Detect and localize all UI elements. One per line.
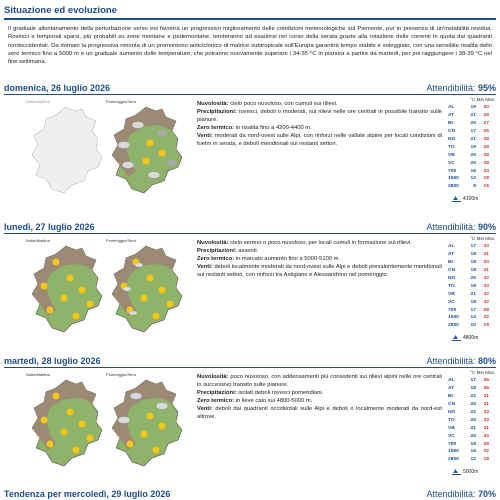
table-row — [448, 159, 494, 167]
max-temp-cell: 34 — [483, 433, 489, 439]
min-temp-cell: 20 — [470, 402, 476, 408]
max-temp-cell: 33 — [483, 283, 489, 289]
situation-text: Il graduale allontanamento della perturbazione verso est favorirà un progressivo miglioramento delle condizioni meteorologiche sul Piemonte, pur in presenza di un'instabilità residua. Rovesci e temporali sparsi, più probabili su zone montane e pedemontane, tenderanno ad esaurirsi nel corso della serata grazie alla rotazione delle correnti in quota dai quadranti nordoccidentali. Da domani la progressiva rimonta di un promontorio anticiclonico di matrice subtropicale sull'Europa garantirà tempo stabile e soleggiato, con una sensibile risalita dello zero termico fino a 5000 m e un graduale aumento delle temperature, che potranno nuovamente superare i 34-35 °C in pianura a partire da martedì, per poi raggiungere i 38-39 °C nel fine settimana. — [8, 26, 492, 66]
station-cell: 1500 — [448, 315, 459, 321]
station-cell: AT — [448, 386, 455, 392]
table-row — [448, 104, 494, 112]
max-temp-cell: 31 — [483, 394, 489, 400]
station-cell: CN — [448, 268, 456, 274]
station-cell: 700 — [448, 168, 457, 174]
map-afternoon-evening — [106, 372, 186, 470]
min-temp-cell: 17 — [470, 129, 476, 135]
temperature-table — [448, 97, 494, 191]
max-temp-cell: 33 — [483, 417, 489, 423]
station-cell: 700 — [448, 441, 457, 447]
piedmont-map — [106, 105, 186, 197]
min-temp-cell: 20 — [470, 121, 476, 127]
day-divider — [4, 94, 496, 95]
table-row — [448, 151, 494, 159]
reliability: Attendibilità: 70% — [426, 489, 496, 499]
min-temp-cell: 21 — [470, 291, 476, 297]
table-row — [448, 298, 494, 306]
station-cell: 2800 — [448, 184, 459, 190]
min-temp-cell: 12 — [470, 176, 476, 182]
station-cell: NO — [448, 276, 456, 281]
min-temp-cell: 21 — [470, 113, 476, 119]
map-label: Notte/Mattina — [26, 99, 50, 104]
max-temp-cell: 31 — [483, 402, 489, 408]
min-temp-cell: 17 — [470, 378, 476, 384]
forecast-description: Nuvolosità: cielo sereno o poco nuvoloso, per locali cumuli in formazione sui rilievi. Precipitazioni: assenti. Zero termico: in marcato aumento fino a 5000-5100 m. Venti: deboli localmente moderati da nord-ovest sulle Alpi e deboli prevalentemente meridionali sui restanti settori, con rinforzi tra Astigiano e Alessandrino nel pomeriggio. — [197, 240, 442, 278]
max-temp-cell: 29 — [483, 441, 489, 447]
max-temp-cell: 28 — [483, 160, 489, 166]
max-temp-cell: 33 — [483, 244, 489, 250]
max-temp-cell: 32 — [483, 291, 489, 297]
freezing-level: 4800m — [452, 335, 478, 341]
min-temp-cell: 14 — [470, 315, 476, 321]
max-temp-cell: 29 — [483, 144, 489, 150]
station-cell: TO — [448, 144, 455, 150]
station-cell: AT — [448, 252, 455, 258]
mountain-icon — [452, 196, 461, 202]
max-temp-cell: 35 — [483, 386, 489, 392]
piedmont-map — [26, 244, 106, 336]
station-cell: BI — [448, 394, 453, 400]
table-row — [448, 424, 494, 432]
table-row — [448, 128, 494, 136]
table-row — [448, 290, 494, 298]
station-cell: VC — [448, 299, 455, 305]
table-row — [448, 385, 494, 393]
max-temp-cell: 28 — [483, 152, 489, 158]
min-temp-cell: 10 — [470, 323, 476, 329]
map-label: Pomeriggio/Sera — [106, 238, 136, 243]
min-temp-cell: 20 — [470, 276, 476, 281]
station-cell: 2800 — [448, 457, 459, 463]
reliability: Attendibilità: 80% — [426, 356, 496, 366]
min-temp-cell: 21 — [470, 425, 476, 431]
map-afternoon-evening — [106, 238, 186, 336]
map-night-morning — [26, 99, 106, 197]
day-forecast-3 — [0, 356, 500, 481]
station-cell: 700 — [448, 307, 457, 313]
station-cell: BI — [448, 121, 453, 127]
table-row — [448, 243, 494, 251]
situation-divider — [4, 18, 496, 20]
max-temp-cell: 35 — [483, 378, 489, 384]
station-cell: 1500 — [448, 449, 459, 455]
table-row — [448, 401, 494, 409]
table-row — [448, 432, 494, 440]
max-temp-cell: 24 — [483, 168, 489, 174]
map-label: Pomeriggio/Sera — [106, 372, 136, 377]
min-temp-cell: 22 — [470, 394, 476, 400]
table-row — [448, 409, 494, 417]
max-temp-cell: 29 — [483, 113, 489, 119]
station-cell: TO — [448, 283, 455, 289]
station-cell: 2800 — [448, 323, 459, 329]
max-temp-cell: 31 — [483, 425, 489, 431]
max-temp-cell: 22 — [483, 315, 489, 321]
reliability: Attendibilità: 90% — [426, 222, 496, 232]
min-temp-cell: 20 — [470, 160, 476, 166]
table-header: °C Min Max — [470, 236, 494, 241]
max-temp-cell: 33 — [483, 410, 489, 415]
min-temp-cell: 19 — [470, 144, 476, 150]
forecast-description: Nuvolosità: poco nuvoloso, con addensamenti più consistenti sui rilievi alpini nelle ore centrali in successivo transito sulle pianure. Precipitazioni: isolati deboli rovesci pomeridiani. Zero termico: in lieve calo sui 4800-5000 m. Venti: deboli dai quadranti occidentali sulle Alpi e deboli o localmente moderati da nord-est altrove. — [197, 374, 442, 420]
map-label: Notte/Mattina — [26, 372, 50, 377]
freezing-level: 5000m — [452, 469, 478, 475]
max-temp-cell: 30 — [483, 105, 489, 111]
min-temp-cell: 16 — [470, 168, 476, 174]
situation-title: Situazione ed evoluzione — [4, 5, 117, 16]
table-row — [448, 136, 494, 144]
day-forecast-2 — [0, 222, 500, 347]
table-row — [448, 267, 494, 275]
day-title: lunedì, 27 luglio 2026 — [4, 222, 95, 232]
station-cell: CN — [448, 402, 456, 408]
max-temp-cell: 18 — [483, 176, 489, 182]
station-cell: VC — [448, 433, 455, 439]
station-cell: 1500 — [448, 176, 459, 182]
max-temp-cell: 19 — [483, 323, 489, 329]
table-row — [448, 183, 494, 191]
station-cell: AL — [448, 244, 455, 250]
station-cell: NO — [448, 410, 456, 415]
min-temp-cell: 19 — [470, 105, 476, 111]
min-temp-cell: 18 — [470, 386, 476, 392]
station-cell: VB — [448, 291, 455, 297]
min-temp-cell: 19 — [470, 441, 476, 447]
table-row — [448, 377, 494, 385]
table-row — [448, 251, 494, 259]
map-night-morning — [26, 372, 106, 470]
station-cell: AL — [448, 105, 455, 111]
mountain-icon — [452, 469, 461, 475]
min-temp-cell: 18 — [470, 252, 476, 258]
max-temp-cell: 31 — [483, 252, 489, 258]
max-temp-cell: 30 — [483, 260, 489, 266]
min-temp-cell: 18 — [470, 299, 476, 305]
station-cell: VC — [448, 160, 455, 166]
station-cell: VB — [448, 152, 455, 158]
map-label: Pomeriggio/Sera — [106, 99, 136, 104]
piedmont-map-faded — [26, 105, 106, 197]
min-temp-cell: 20 — [470, 417, 476, 423]
min-temp-cell: 20 — [470, 152, 476, 158]
max-temp-cell: 26 — [483, 129, 489, 135]
min-temp-cell: 15 — [470, 449, 476, 455]
min-temp-cell: 18 — [470, 268, 476, 274]
table-row — [448, 120, 494, 128]
min-temp-cell: 18 — [470, 260, 476, 266]
table-row — [448, 306, 494, 314]
min-temp-cell: 12 — [470, 457, 476, 463]
trend-section — [0, 489, 500, 500]
table-row — [448, 143, 494, 151]
station-cell: TO — [448, 417, 455, 423]
max-temp-cell: 32 — [483, 276, 489, 281]
table-row — [448, 440, 494, 448]
station-cell: AL — [448, 378, 455, 384]
station-cell: BI — [448, 260, 453, 266]
min-temp-cell: 9 — [473, 184, 476, 190]
table-row — [448, 167, 494, 175]
max-temp-cell: 32 — [483, 299, 489, 305]
table-row — [448, 322, 494, 330]
day-title: domenica, 26 luglio 2026 — [4, 83, 111, 93]
piedmont-map — [106, 244, 186, 336]
min-temp-cell: 17 — [470, 307, 476, 313]
day-divider — [4, 233, 496, 234]
station-cell: NO — [448, 137, 456, 142]
max-temp-cell: 28 — [483, 307, 489, 313]
map-night-morning — [26, 238, 106, 336]
freezing-level: 4100m — [452, 196, 478, 202]
day-title: martedì, 28 luglio 2026 — [4, 356, 101, 366]
map-afternoon-evening — [106, 99, 186, 197]
table-row — [448, 314, 494, 322]
table-header: °C Min Max — [470, 97, 494, 102]
table-row — [448, 456, 494, 464]
station-cell: VB — [448, 425, 455, 431]
reliability: Attendibilità: 95% — [426, 83, 496, 93]
min-temp-cell: 21 — [470, 137, 476, 142]
max-temp-cell: 31 — [483, 268, 489, 274]
min-temp-cell: 20 — [470, 433, 476, 439]
table-row — [448, 448, 494, 456]
day-forecast-1 — [0, 83, 500, 208]
day-divider — [4, 367, 496, 368]
table-row — [448, 259, 494, 267]
table-row — [448, 112, 494, 120]
table-row — [448, 282, 494, 290]
table-header: °C Min Max — [470, 370, 494, 375]
piedmont-map — [26, 378, 106, 470]
table-row — [448, 393, 494, 401]
table-row — [448, 175, 494, 183]
station-cell: CN — [448, 129, 456, 135]
max-temp-cell: 15 — [483, 184, 489, 190]
min-temp-cell: 19 — [470, 283, 476, 289]
max-temp-cell: 18 — [483, 457, 489, 463]
station-cell: AT — [448, 113, 455, 119]
trend-title: Tendenza per mercoledì, 29 luglio 2026 — [4, 489, 171, 499]
table-row — [448, 275, 494, 283]
piedmont-map — [106, 378, 186, 470]
max-temp-cell: 28 — [483, 137, 489, 142]
temperature-table — [448, 236, 494, 330]
max-temp-cell: 27 — [483, 121, 489, 127]
forecast-description: Nuvolosità: cielo poco nuvoloso, con cumuli sui rilievi. Precipitazioni: rovesci, deboli o moderati, sui rilievi nelle ore centrali in possibile transito sulle pianure. Zero termico: in risalita fino a 4200-4400 m. Venti: moderati da nord-ovest sulle Alpi, con rinforzi nelle vallate alpine per locali condizioni di foehn in serata, e deboli meridionali sui restanti settori. — [197, 101, 442, 147]
min-temp-cell: 17 — [470, 244, 476, 250]
mountain-icon — [452, 335, 461, 341]
max-temp-cell: 22 — [483, 449, 489, 455]
temperature-table — [448, 370, 494, 464]
min-temp-cell: 22 — [470, 410, 476, 415]
map-label: Notte/Mattina — [26, 238, 50, 243]
table-row — [448, 416, 494, 424]
